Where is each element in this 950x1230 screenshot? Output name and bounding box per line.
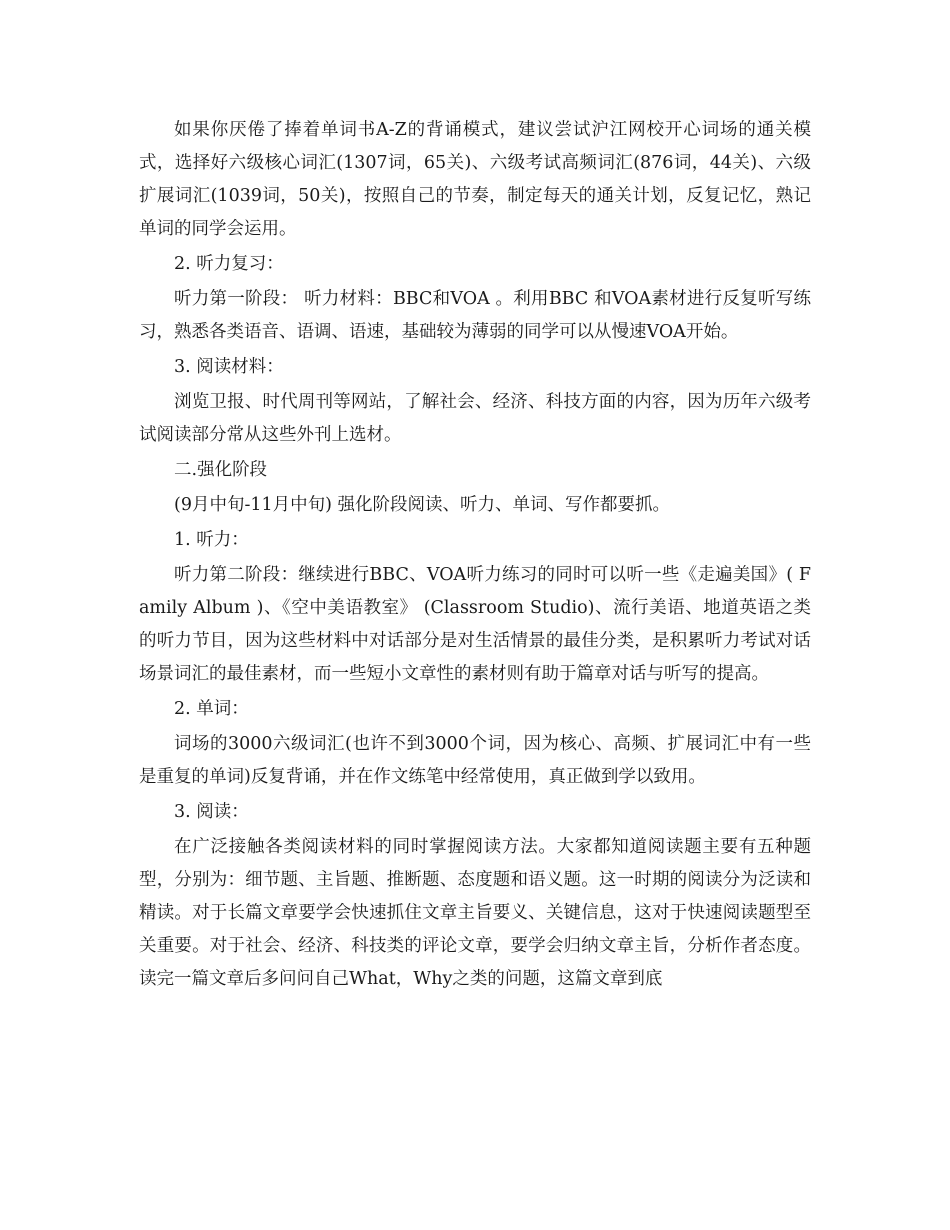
paragraph-listening-stage-two: 听力第二阶段：继续进行BBC、VOA听力练习的同时可以听一些《走遍美国》( Family Album )、《空中美语教室》 (Classroom Studio)、流行美语、地道英语之类的听力节目，因为这些材料中对话部分是对生活情景的最佳分类，是积累听力考试对话场景词汇的最佳素材，而一些短小文章性的素材则有助于篇章对话与听写的提高。 <box>139 565 811 684</box>
paragraph-reading-materials: 浏览卫报、时代周刊等网站，了解社会、经济、科技方面的内容，因为历年六级考试阅读部分常从这些外刊上选材。 <box>139 392 811 445</box>
document-body <box>139 114 811 998</box>
paragraph-reading: 在广泛接触各类阅读材料的同时掌握阅读方法。大家都知道阅读题主要有五种题型，分别为：细节题、主旨题、推断题、态度题和语义题。这一时期的阅读分为泛读和精读。对于长篇文章要学会快速抓住文章主旨要义、关键信息，这对于快速阅读题型至关重要。对于社会、经济、科技类的评论文章，要学会归纳文章主旨，分析作者态度。读完一篇文章后多问问自己What，Why之类的问题，这篇文章到底 <box>139 837 811 989</box>
heading-reading: 3. 阅读： <box>174 802 249 822</box>
heading-vocabulary: 2. 单词： <box>174 699 249 719</box>
heading-listening: 1. 听力： <box>174 530 249 550</box>
paragraph-vocabulary: 词场的3000六级词汇(也许不到3000个词，因为核心、高频、扩展词汇中有一些是重复的单词)反复背诵，并在作文练笔中经常使用，真正做到学以致用。 <box>139 734 811 787</box>
heading-intensive-stage: 二.强化阶段 <box>174 460 268 480</box>
paragraph-listening-stage-one: 听力第一阶段： 听力材料：BBC和VOA 。利用BBC 和VOA素材进行反复听写练习，熟悉各类语音、语调、语速，基础较为薄弱的同学可以从慢速VOA开始。 <box>139 289 811 342</box>
heading-listening-review: 2. 听力复习： <box>174 254 284 274</box>
paragraph-intensive-stage-intro: (9月中旬-11月中旬) 强化阶段阅读、听力、单词、写作都要抓。 <box>174 495 671 515</box>
paragraph-vocabulary-mode: 如果你厌倦了捧着单词书A-Z的背诵模式，建议尝试沪江网校开心词场的通关模式，选择好六级核心词汇(1307词，65关)、六级考试高频词汇(876词，44关)、六级扩展词汇(1039词，50关)，按照自己的节奏，制定每天的通关计划，反复记忆，熟记单词的同学会运用。 <box>139 120 811 239</box>
heading-reading-materials: 3. 阅读材料： <box>174 357 284 377</box>
